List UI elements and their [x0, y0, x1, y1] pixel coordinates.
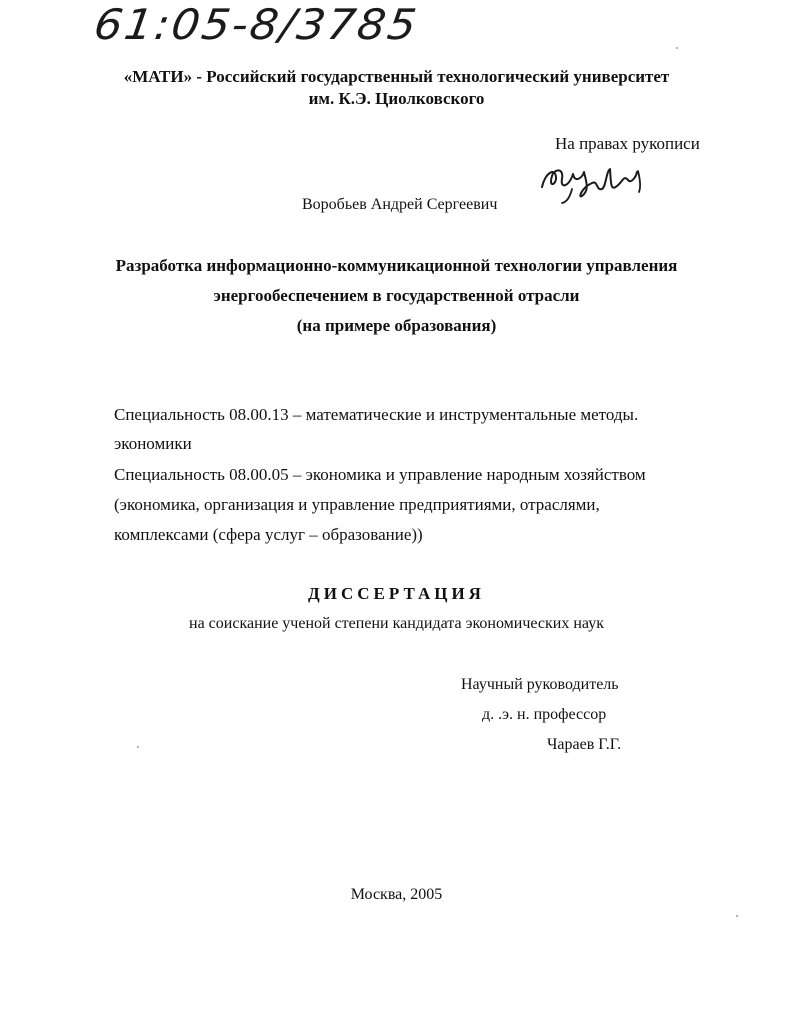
scan-speck	[137, 746, 139, 748]
specialty-line-1: Специальность 08.00.13 – математические и инструментальные методы.	[114, 405, 639, 424]
author-name: Воробьев Андрей Сергеевич	[302, 196, 498, 213]
university-line-1: «МАТИ» - Российский государственный технологический университет	[123, 67, 670, 86]
specialty-line-4: (экономика, организация и управление предприятиями, отраслями,	[114, 495, 600, 514]
signature-stroke-1	[542, 169, 637, 197]
scan-speck	[676, 47, 678, 49]
university-line-2: им. К.Э. Циолковского	[308, 89, 485, 108]
archive-code: 61:05-8/3785	[91, 0, 422, 49]
advisor-role: Научный руководитель	[461, 676, 619, 693]
signature-stroke-2	[562, 189, 572, 203]
scan-speck	[736, 915, 738, 917]
title-line-1: Разработка информационно-коммуникационной технологии управления	[115, 256, 678, 275]
specialty-line-2: экономики	[114, 434, 192, 453]
title-line-3: (на примере образования)	[296, 316, 497, 335]
rights-note: На правах рукописи	[555, 134, 700, 153]
dissertation-heading: ДИССЕРТАЦИЯ	[308, 584, 485, 603]
city-year: Москва, 2005	[350, 886, 443, 903]
title-line-2: энергообеспечением в государственной отрасли	[213, 286, 580, 305]
dissertation-subheading: на соискание ученой степени кандидата экономических наук	[189, 615, 604, 632]
advisor-name: Чараев Г.Г.	[547, 736, 622, 753]
specialty-line-5: комплексами (сфера услуг – образование))	[114, 525, 423, 544]
signature-stroke-3	[638, 171, 640, 192]
signature	[538, 159, 650, 205]
specialty-line-3: Специальность 08.00.05 – экономика и управление народным хозяйством	[114, 465, 646, 484]
advisor-degree: д. .э. н. профессор	[482, 706, 607, 723]
